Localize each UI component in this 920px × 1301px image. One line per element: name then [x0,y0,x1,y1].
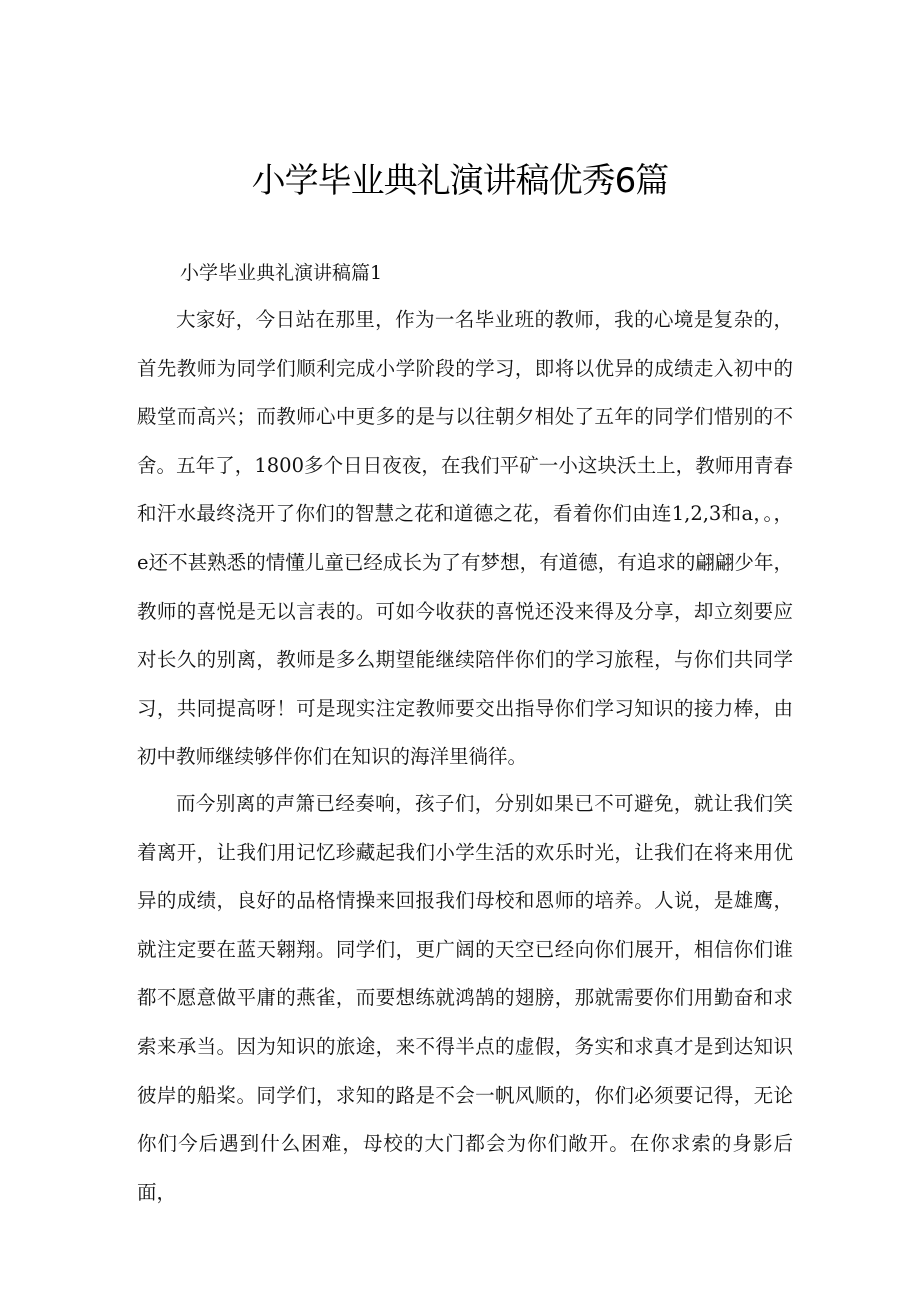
document-title: 小学毕业典礼演讲稿优秀6篇 [251,161,669,201]
body-paragraph-2: 而今别离的声箫已经奏响，孩子们，分别如果已不可避免，就让我们笑着离开，让我们用记忆珍藏起我们小学生活的欢乐时光，让我们在将来用优异的成绩，良好的品格情操来回报我们母校和恩师的培养。人说，是雄鹰，就注定要在蓝天翱翔。同学们，更广阔的天空已经向你们展开，相信你们谁都不愿意做平庸的燕雀，而要想练就鸿鹄的翅膀，那就需要你们用勤奋和求索来承当。因为知识的旅途，来不得半点的虚假，务实和求真才是到达知识彼岸的船桨。同学们，求知的路是不会一帆风顺的，你们必须要记得，无论你们今后遇到什么困难，母校的大门都会为你们敞开。在你求索的身影后面， [137,792,793,1204]
body-paragraph-1: 大家好，今日站在那里，作为一名毕业班的教师，我的心境是复杂的，首先教师为同学们顺利完成小学阶段的学习，即将以优异的成绩走入初中的殿堂而高兴；而教师心中更多的是与以往朝夕相处了五年的同学们惜别的不舍。五年了，1800多个日日夜夜，在我们平矿一小这块沃土上，教师用青春和汗水最终浇开了你们的智慧之花和道德之花，看着你们由连1,2,3和a，。，e还不甚熟悉的情懂儿童已经成长为了有梦想，有道德，有追求的翩翩少年，教师的喜悦是无以言表的。可如今收获的喜悦还没来得及分享，却立刻要应对长久的别离，教师是多么期望能继续陪伴你们的学习旅程，与你们共同学习，共同提高呀！可是现实注定教师要交出指导你们学习知识的接力棒，由初中教师继续够伴你们在知识的海洋里徜徉。 [137,308,793,769]
section-heading: 小学毕业典礼演讲稿篇1 [180,262,383,284]
